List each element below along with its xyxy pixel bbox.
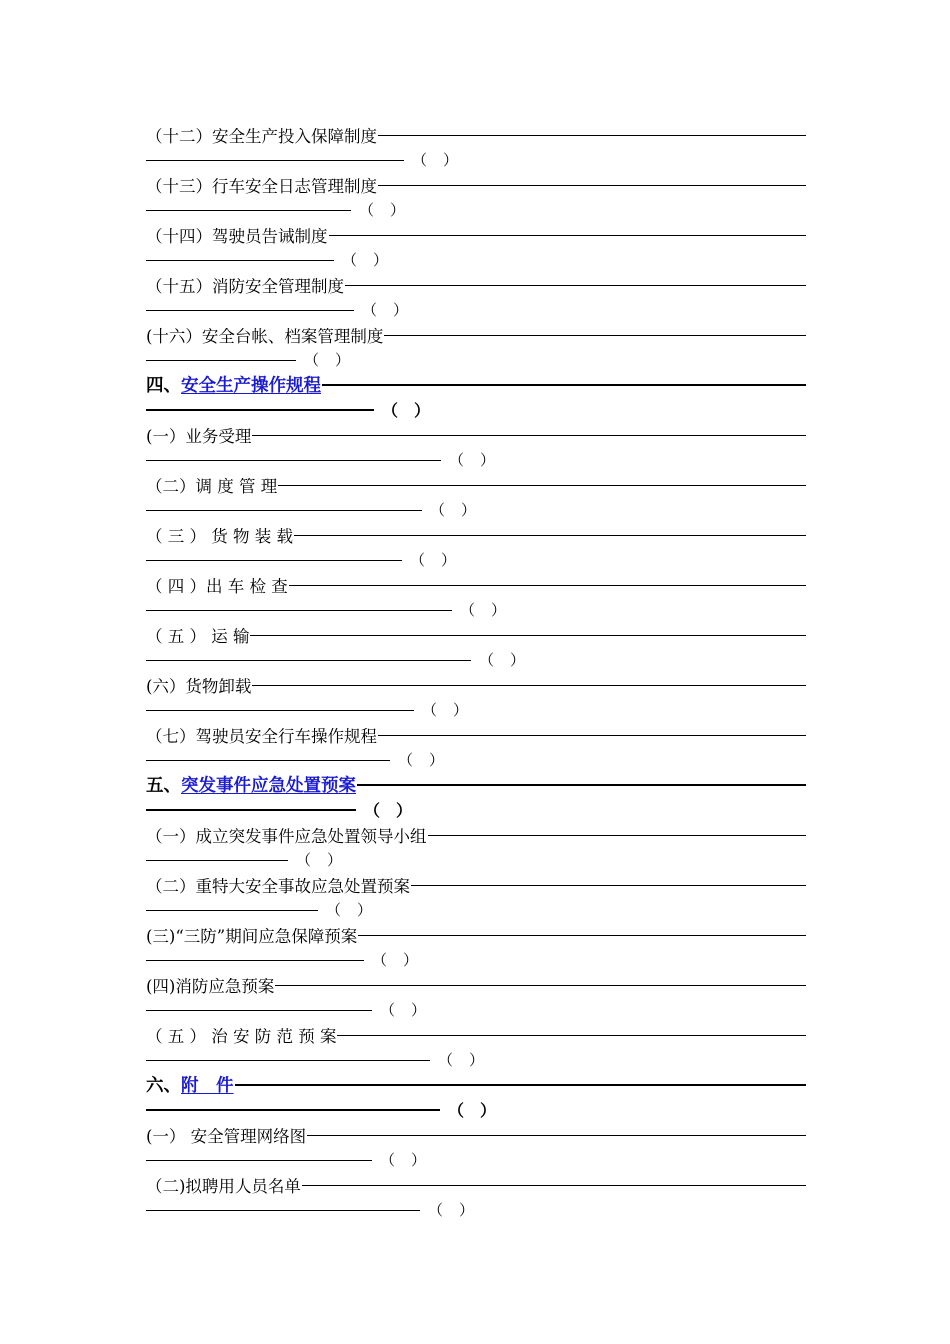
page-number-placeholder: （ ） bbox=[428, 1201, 475, 1219]
toc-entry-4-5 bbox=[146, 622, 806, 672]
leader-line bbox=[322, 384, 806, 386]
page-number-placeholder: （ ） bbox=[372, 951, 419, 969]
page-number-placeholder: （ ） bbox=[398, 751, 445, 769]
toc-entry-5-2 bbox=[146, 872, 806, 922]
page-number-placeholder: （ ） bbox=[479, 651, 526, 669]
page-number-placeholder: （ ） bbox=[430, 501, 477, 519]
toc-entry-6-1 bbox=[146, 1122, 806, 1172]
toc-section-4 bbox=[146, 372, 806, 422]
page-number-placeholder: （ ） bbox=[380, 1151, 427, 1169]
leader-line bbox=[146, 960, 364, 961]
toc-entry-title: （二）调 度 管 理 bbox=[146, 476, 278, 496]
toc-entry-title: (一） 安全管理网络图 bbox=[146, 1126, 307, 1146]
toc-entry-5-3 bbox=[146, 922, 806, 972]
toc-entry-title: （十五）消防安全管理制度 bbox=[146, 276, 344, 296]
leader-line bbox=[146, 409, 374, 411]
leader-line bbox=[235, 1084, 807, 1086]
section-number: 四、 bbox=[146, 376, 181, 396]
toc-entry-4-6 bbox=[146, 672, 806, 722]
toc-entry-title: （ 五 ） 运 输 bbox=[146, 626, 250, 646]
leader-line bbox=[146, 1109, 440, 1111]
page-number-placeholder: （ ） bbox=[304, 351, 351, 369]
leader-line bbox=[146, 1210, 420, 1211]
toc-entry-title: （二)拟聘用人员名单 bbox=[146, 1176, 301, 1196]
leader-line bbox=[146, 710, 414, 711]
toc-entry-6-2 bbox=[146, 1172, 806, 1222]
leader-line bbox=[357, 784, 806, 786]
toc-entry-4-7 bbox=[146, 722, 806, 772]
toc-section-title bbox=[146, 1072, 235, 1097]
table-of-contents bbox=[146, 122, 806, 1222]
leader-line bbox=[146, 910, 318, 911]
leader-line bbox=[146, 160, 404, 161]
toc-entry-title: (六）货物卸载 bbox=[146, 676, 252, 696]
leader-line bbox=[146, 860, 288, 861]
page-number-placeholder: （ ） bbox=[326, 901, 373, 919]
leader-line bbox=[411, 885, 806, 886]
toc-entry-title: （十三）行车安全日志管理制度 bbox=[146, 176, 377, 196]
leader-line bbox=[358, 935, 806, 936]
leader-line bbox=[307, 1135, 806, 1136]
toc-entry-title: (十六）安全台帐、档案管理制度 bbox=[146, 326, 384, 346]
section-link-attachments[interactable]: 附 件 bbox=[181, 1076, 234, 1096]
leader-line bbox=[378, 735, 806, 736]
leader-line bbox=[252, 435, 806, 436]
page-number-placeholder: （ ） bbox=[422, 701, 469, 719]
toc-entry-title: （ 三 ） 货 物 装 载 bbox=[146, 526, 293, 546]
page-number-placeholder: （ ） bbox=[410, 551, 457, 569]
leader-line bbox=[146, 610, 452, 611]
page-number-placeholder: （ ） bbox=[362, 301, 409, 319]
toc-entry-title: （七）驾驶员安全行车操作规程 bbox=[146, 726, 377, 746]
leader-line bbox=[146, 210, 351, 211]
leader-line bbox=[345, 285, 806, 286]
leader-line bbox=[146, 360, 296, 361]
section-link-emergency-plans[interactable]: 突发事件应急处置预案 bbox=[181, 776, 356, 796]
toc-entry-12 bbox=[146, 122, 806, 172]
leader-line bbox=[428, 835, 807, 836]
leader-line bbox=[146, 510, 422, 511]
toc-entry-title: （十二）安全生产投入保障制度 bbox=[146, 126, 377, 146]
toc-entry-title: (三)“三防”期间应急保障预案 bbox=[146, 926, 358, 946]
toc-entry-15 bbox=[146, 272, 806, 322]
toc-entry-title: (四)消防应急预案 bbox=[146, 976, 275, 996]
leader-line bbox=[146, 660, 471, 661]
toc-entry-16 bbox=[146, 322, 806, 372]
page-number-placeholder: （ ） bbox=[359, 201, 406, 219]
page-number-placeholder: （ ） bbox=[438, 1051, 485, 1069]
leader-line bbox=[146, 809, 356, 811]
section-number: 六、 bbox=[146, 1076, 181, 1096]
leader-line bbox=[329, 235, 807, 236]
leader-line bbox=[302, 1185, 806, 1186]
leader-line bbox=[294, 535, 806, 536]
page-number-placeholder: （ ） bbox=[296, 851, 343, 869]
toc-entry-13 bbox=[146, 172, 806, 222]
leader-line bbox=[146, 1060, 430, 1061]
leader-line bbox=[146, 460, 441, 461]
toc-section-title bbox=[146, 372, 322, 397]
toc-entry-4-4 bbox=[146, 572, 806, 622]
leader-line bbox=[146, 1010, 372, 1011]
page-number-placeholder: （ ） bbox=[448, 1101, 497, 1120]
toc-entry-title: （十四）驾驶员告诫制度 bbox=[146, 226, 328, 246]
page-number-placeholder: （ ） bbox=[449, 451, 496, 469]
toc-section-6 bbox=[146, 1072, 806, 1122]
section-link-operating-procedures[interactable]: 安全生产操作规程 bbox=[181, 376, 321, 396]
toc-entry-4-2 bbox=[146, 472, 806, 522]
toc-entry-5-1 bbox=[146, 822, 806, 872]
section-number: 五、 bbox=[146, 776, 181, 796]
page-number-placeholder: （ ） bbox=[342, 251, 389, 269]
leader-line bbox=[250, 635, 806, 636]
toc-entry-5-4 bbox=[146, 972, 806, 1022]
toc-entry-14 bbox=[146, 222, 806, 272]
leader-line bbox=[146, 1160, 372, 1161]
leader-line bbox=[337, 1035, 806, 1036]
toc-entry-title: （二）重特大安全事故应急处置预案 bbox=[146, 876, 410, 896]
leader-line bbox=[275, 985, 806, 986]
toc-entry-4-3 bbox=[146, 522, 806, 572]
page-number-placeholder: （ ） bbox=[460, 601, 507, 619]
leader-line bbox=[378, 185, 806, 186]
leader-line bbox=[278, 485, 806, 486]
page-number-placeholder: （ ） bbox=[364, 801, 413, 820]
leader-line bbox=[384, 335, 806, 336]
toc-entry-5-5 bbox=[146, 1022, 806, 1072]
leader-line bbox=[378, 135, 806, 136]
leader-line bbox=[146, 760, 390, 761]
toc-entry-4-1 bbox=[146, 422, 806, 472]
toc-section-5 bbox=[146, 772, 806, 822]
toc-entry-title: （一）成立突发事件应急处置领导小组 bbox=[146, 826, 427, 846]
toc-entry-title: （ 四 ）出 车 检 查 bbox=[146, 576, 288, 596]
toc-section-title bbox=[146, 772, 357, 797]
leader-line bbox=[252, 685, 806, 686]
toc-entry-title: （ 五 ） 治 安 防 范 预 案 bbox=[146, 1026, 337, 1046]
leader-line bbox=[146, 260, 334, 261]
leader-line bbox=[146, 310, 354, 311]
toc-entry-title: (一）业务受理 bbox=[146, 426, 252, 446]
page-number-placeholder: （ ） bbox=[382, 401, 431, 420]
page-number-placeholder: （ ） bbox=[412, 151, 459, 169]
page-number-placeholder: （ ） bbox=[380, 1001, 427, 1019]
leader-line bbox=[146, 560, 402, 561]
leader-line bbox=[289, 585, 806, 586]
